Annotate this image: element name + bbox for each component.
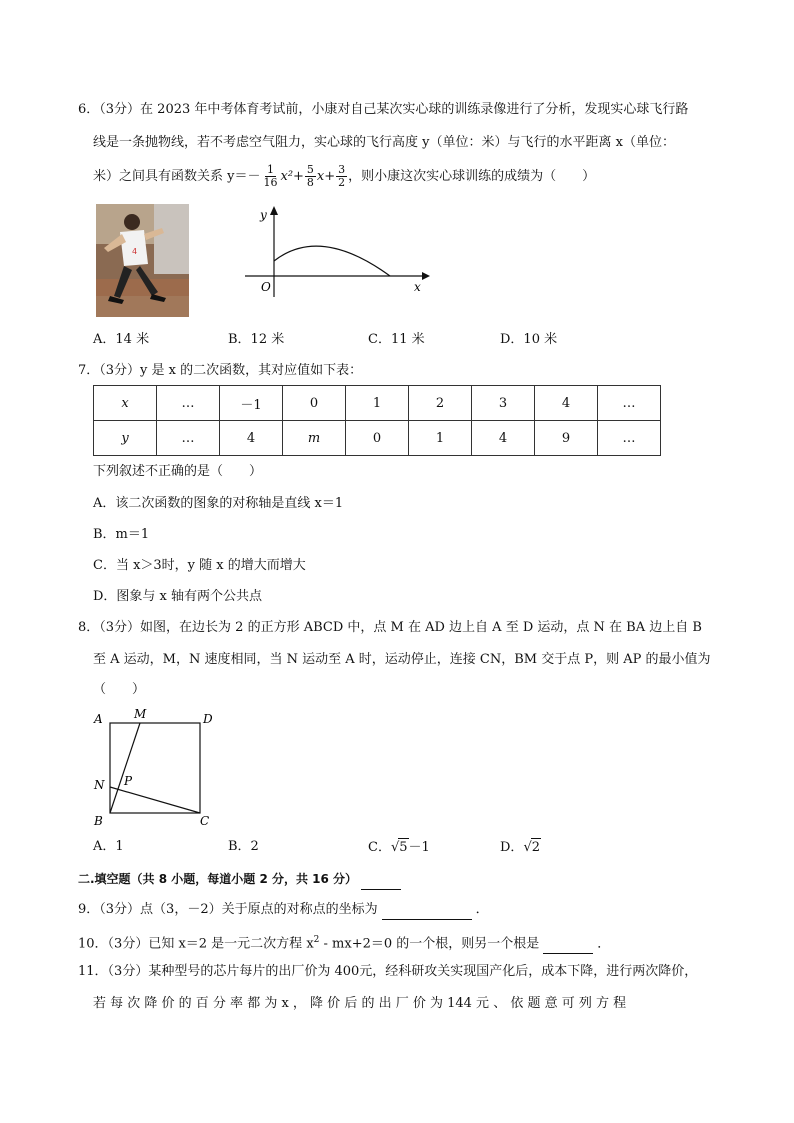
label-b: B <box>94 814 103 828</box>
y-axis-arrow <box>270 206 278 215</box>
section-2-title: 二.填空题（共 8 小题，每道小题 2 分，共 16 分） <box>78 872 358 886</box>
q6-fraction-3-den: 2 <box>338 176 346 189</box>
q9-text: 9．（3分）点（3，－2）关于原点的对称点的坐标为 <box>78 902 378 917</box>
table-cell: 1 <box>409 421 472 456</box>
q6-fraction-2-den: 8 <box>306 176 314 189</box>
q7-option-b[interactable]: B．m＝1 <box>93 527 150 542</box>
table-cell: 0 <box>283 386 346 421</box>
q6-fraction-1 <box>261 164 279 189</box>
q7-prompt: 下列叙述不正确的是（ ） <box>93 464 263 479</box>
q7-option-c[interactable]: C．当 x＞3时，y 随 x 的增大而增大 <box>93 558 306 573</box>
x-axis-arrow <box>422 272 430 280</box>
table-cell: x <box>94 386 157 421</box>
table-cell: 0 <box>346 421 409 456</box>
label-c: C <box>200 814 210 828</box>
table-cell: … <box>598 386 661 421</box>
athlete-photo <box>96 204 189 317</box>
origin-label: O <box>261 280 271 294</box>
svg-text:4: 4 <box>132 247 138 256</box>
q10-end: ． <box>597 936 611 952</box>
table-row-y <box>94 421 661 456</box>
q8-line2: 至 A 运动，M，N 速度相同，当 N 运动至 A 时，运动停止，连接 CN，BM 交于点 P，则 AP 的最小值为 <box>93 652 711 667</box>
square-figure <box>90 707 220 836</box>
q6-fraction-1-num: 1 <box>266 163 274 176</box>
q8-option-d-prefix: D． <box>500 840 524 855</box>
parabola-graph <box>240 203 430 302</box>
label-n: N <box>94 778 105 792</box>
q11-line2: 若 每 次 降 价 的 百 分 率 都 为 x ， 降 价 后 的 出 厂 价 为 144 元 、 依 题 意 可 列 方 程 <box>93 996 627 1011</box>
parabola-curve <box>274 246 390 276</box>
q6-option-b[interactable]: B．12 米 <box>228 332 285 347</box>
section-2-score-blank[interactable] <box>361 889 401 890</box>
table-cell: 4 <box>535 386 598 421</box>
q8-option-c-suffix: －1 <box>408 840 430 855</box>
label-m: M <box>134 707 147 721</box>
table-row-x <box>94 386 661 421</box>
q10 <box>78 930 610 954</box>
q10-text-post: - mx+2＝0 的一个根，则另一个根是 <box>319 936 540 952</box>
segment-cn <box>110 787 200 813</box>
q6-option-c[interactable]: C．11 米 <box>368 332 425 347</box>
q9-answer-blank[interactable] <box>382 919 472 920</box>
table-cell: 9 <box>535 421 598 456</box>
q8-option-b[interactable]: B．2 <box>228 839 259 854</box>
q9-end: ． <box>475 902 489 917</box>
q6-fraction-3 <box>336 164 347 189</box>
q6-fraction-3-num: 3 <box>338 163 346 176</box>
q6-option-d[interactable]: D．10 米 <box>500 332 558 347</box>
table-cell: y <box>94 421 157 456</box>
x-axis-label: x <box>414 280 421 294</box>
q9 <box>78 900 489 920</box>
q8-option-a[interactable]: A．1 <box>93 839 124 854</box>
q6-line3-prefix: 米）之间具有函数关系 y＝－ <box>93 169 261 184</box>
q8-option-c[interactable]: C．√5－1 <box>368 840 430 855</box>
q7-option-a[interactable]: A．该二次函数的图象的对称轴是直线 x＝1 <box>93 496 344 511</box>
label-a: A <box>94 712 103 726</box>
q11-line1: 11．（3分）某种型号的芯片每片的出厂价为 400元，经科研攻关实现国产化后，成本下降，进行两次降价， <box>78 964 698 979</box>
q8-option-c-radicand: 5 <box>399 840 408 855</box>
q8-option-c-prefix: C． <box>368 840 391 855</box>
q8-option-d-radicand: 2 <box>531 840 541 855</box>
q6-fraction-2-num: 5 <box>306 163 314 176</box>
y-axis-label: y <box>260 208 267 222</box>
table-cell: 1 <box>346 386 409 421</box>
q6-term-1: x²+ <box>280 169 304 184</box>
segment-bm <box>110 723 140 813</box>
q6-fraction-2 <box>305 164 316 189</box>
table-cell: … <box>157 421 220 456</box>
q8-line3: （ ） <box>93 682 146 697</box>
q6-option-a[interactable]: A．14 米 <box>93 332 150 347</box>
q7-option-d[interactable]: D．图象与 x 轴有两个公共点 <box>93 589 263 604</box>
q6-fraction-1-den: 16 <box>263 176 278 189</box>
label-d: D <box>203 712 213 726</box>
q6-line2: 线是一条抛物线，若不考虑空气阻力，实心球的飞行高度 y（单位：米）与飞行的水平距离 x（单位： <box>93 135 675 150</box>
q6-line3 <box>93 164 595 190</box>
q6-term-2: x+ <box>316 169 336 184</box>
section-2-heading <box>78 869 401 890</box>
table-cell: … <box>157 386 220 421</box>
q8-option-d[interactable]: D．√2 <box>500 840 541 855</box>
q6-line1: 6．（3分）在 2023 年中考体育考试前，小康对自己某次实心球的训练录像进行了分析，发现实心球飞行路 <box>78 102 689 117</box>
table-cell: m <box>283 421 346 456</box>
table-cell: 2 <box>409 386 472 421</box>
value-table <box>93 385 661 456</box>
table-cell: －1 <box>220 386 283 421</box>
q8-line1: 8．（3分）如图，在边长为 2 的正方形 ABCD 中，点 M 在 AD 边上自 A 至 D 运动，点 N 在 BA 边上自 B <box>78 620 702 635</box>
q7-line1: 7．（3分）y 是 x 的二次函数，其对应值如下表： <box>78 363 363 378</box>
table-cell: 4 <box>472 421 535 456</box>
q10-text-pre: 10．（3分）已知 x＝2 是一元二次方程 x <box>78 936 314 952</box>
table-cell: 4 <box>220 421 283 456</box>
q6-line3-suffix: ，则小康这次实心球训练的成绩为（ ） <box>348 169 596 184</box>
q10-answer-blank[interactable] <box>543 953 593 954</box>
table-cell: … <box>598 421 661 456</box>
label-p: P <box>124 774 133 788</box>
table-cell: 3 <box>472 386 535 421</box>
q10-exponent: 2 <box>313 935 320 945</box>
